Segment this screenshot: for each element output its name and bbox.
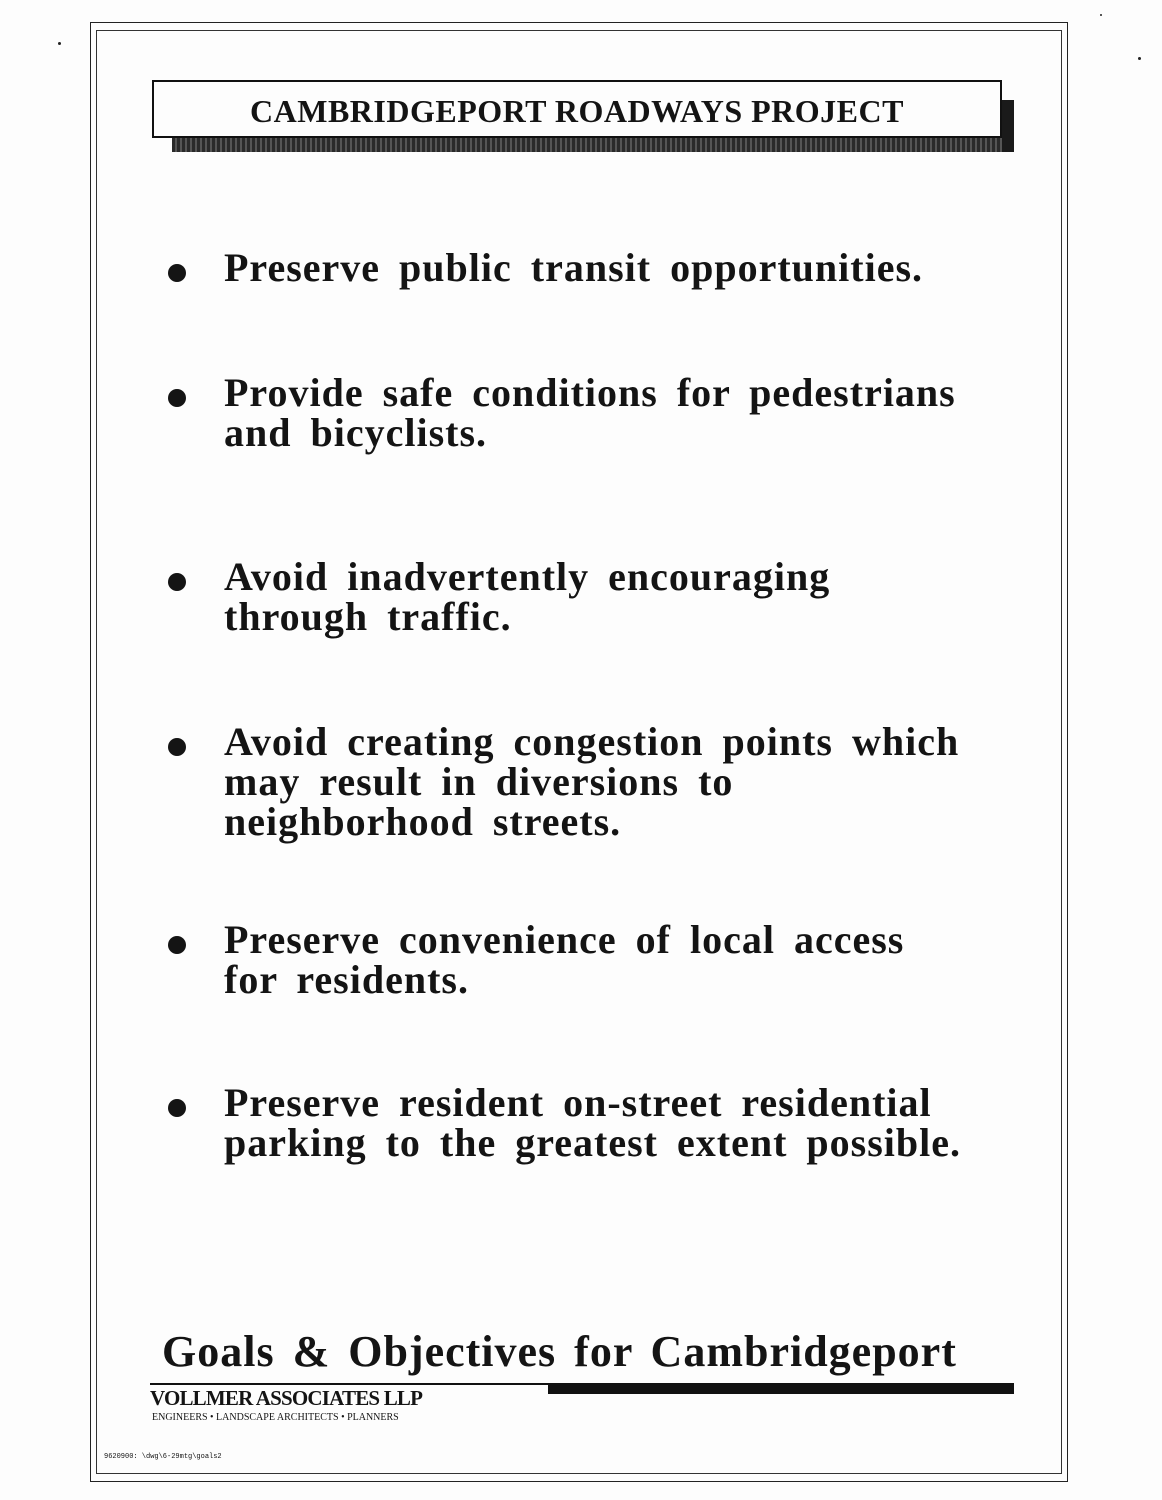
goal-line: for residents. <box>224 957 469 1002</box>
goal-line: Provide safe conditions for pedestrians <box>224 370 956 415</box>
goal-text <box>224 554 831 639</box>
title-box-shadow <box>172 138 1014 152</box>
goal-line: Preserve public transit opportunities. <box>224 245 924 290</box>
goal-line: may result in diversions to <box>224 759 734 804</box>
goal-line: Avoid inadvertently encouraging <box>224 554 831 599</box>
goal-line: neighborhood streets. <box>224 799 622 844</box>
goal-line: and bicyclists. <box>224 410 488 455</box>
bullet-icon <box>168 264 186 282</box>
goal-item-5 <box>160 917 1020 1002</box>
bullet-icon <box>168 573 186 591</box>
goal-text <box>224 245 924 290</box>
goal-text <box>224 917 905 1002</box>
company-tagline: ENGINEERS • LANDSCAPE ARCHITECTS • PLANNERS <box>152 1412 399 1423</box>
goal-line: Avoid creating congestion points which <box>224 719 960 764</box>
goal-line: parking to the greatest extent possible. <box>224 1120 961 1165</box>
goal-item-6 <box>160 1080 1020 1165</box>
goal-line: Preserve convenience of local access <box>224 917 905 962</box>
bullet-icon <box>168 1099 186 1117</box>
footer-rule <box>150 1383 550 1385</box>
bullet-icon <box>168 389 186 407</box>
title-box-shadow-side <box>1002 100 1014 152</box>
goal-text <box>224 1080 961 1165</box>
goal-item-2 <box>160 370 1020 455</box>
goal-text <box>224 370 956 455</box>
goal-item-1 <box>160 245 1020 290</box>
goal-line: Preserve resident on-street residential <box>224 1080 932 1125</box>
goal-line: through traffic. <box>224 594 512 639</box>
file-reference: 9620900: \dwg\6-29mtg\goals2 <box>104 1453 222 1461</box>
goal-item-4 <box>160 719 1020 844</box>
scan-speck <box>1100 14 1102 16</box>
footer-title: Goals & Objectives for Cambridgeport <box>162 1327 957 1376</box>
goal-text <box>224 719 960 844</box>
bullet-icon <box>168 738 186 756</box>
company-name: VOLLMER ASSOCIATES LLP <box>150 1386 423 1410</box>
bullet-icon <box>168 936 186 954</box>
scan-speck <box>58 42 61 45</box>
page-title: CAMBRIDGEPORT ROADWAYS PROJECT <box>250 92 904 129</box>
goal-item-3 <box>160 554 1020 639</box>
footer-rule-bold <box>548 1383 1014 1394</box>
scan-speck <box>1138 57 1141 60</box>
